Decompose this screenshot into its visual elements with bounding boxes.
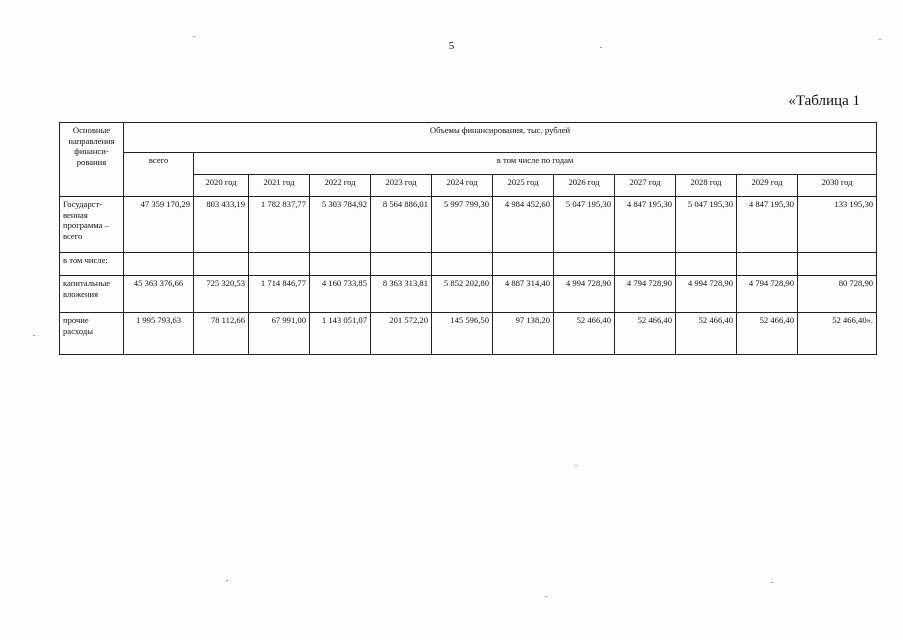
cell-value: 97 138,20 (493, 313, 554, 355)
header-total: всего (124, 153, 194, 197)
cell-value: 1 143 051,07 (310, 313, 371, 355)
empty-cell (615, 253, 676, 276)
empty-cell (124, 253, 194, 276)
cell-value: 4 847 195,30 (737, 197, 798, 253)
cell-value: 78 112,66 (194, 313, 249, 355)
cell-value: 52 466,40 (737, 313, 798, 355)
cell-value: 67 991,00 (249, 313, 310, 355)
year-header: 2026 год (554, 175, 615, 197)
table-row (60, 276, 877, 313)
cell-value: 4 794 728,90 (737, 276, 798, 313)
cell-value: 52 466,40 (615, 313, 676, 355)
header-by-years: в том числе по годам (194, 153, 877, 175)
table-row (60, 253, 877, 276)
cell-value: 4 794 728,90 (615, 276, 676, 313)
row-label: капитальные вложения (60, 276, 124, 313)
cell-value: 5 303 784,92 (310, 197, 371, 253)
empty-cell (737, 253, 798, 276)
header-directions: Основные направления финанси-рования (60, 123, 124, 197)
year-header: 2022 год (310, 175, 371, 197)
cell-value: 4 984 452,60 (493, 197, 554, 253)
financing-table (59, 122, 877, 355)
row-total: 47 359 170,29 (124, 197, 194, 253)
empty-cell (798, 253, 877, 276)
empty-cell (554, 253, 615, 276)
cell-value: 4 160 733,85 (310, 276, 371, 313)
empty-cell (310, 253, 371, 276)
cell-value: 5 852 202,80 (432, 276, 493, 313)
cell-value: 4 994 728,90 (676, 276, 737, 313)
cell-value: 201 572,20 (371, 313, 432, 355)
header-funding-title: Объемы финансирования, тыс. рублей (124, 123, 877, 153)
empty-cell (194, 253, 249, 276)
row-total: 45 363 376,66 (124, 276, 194, 313)
row-label: Государст-венная программа – всего (60, 197, 124, 253)
year-header: 2028 год (676, 175, 737, 197)
year-header: 2030 год (798, 175, 877, 197)
cell-value: 8 564 886,01 (371, 197, 432, 253)
table-row (60, 313, 877, 355)
year-header: 2023 год (371, 175, 432, 197)
cell-value: 4 847 195,30 (615, 197, 676, 253)
empty-cell (676, 253, 737, 276)
table-row (60, 197, 877, 253)
cell-value: 80 728,90 (798, 276, 877, 313)
empty-cell (432, 253, 493, 276)
cell-value: 5 047 195,30 (676, 197, 737, 253)
cell-value: 1 714 846,77 (249, 276, 310, 313)
cell-value: 5 997 799,30 (432, 197, 493, 253)
year-header: 2020 год (194, 175, 249, 197)
cell-value: 4 887 314,40 (493, 276, 554, 313)
cell-value: 52 466,40 (676, 313, 737, 355)
cell-value: 4 994 728,90 (554, 276, 615, 313)
cell-value: 52 466,40». (798, 313, 877, 355)
cell-value: 8 363 313,81 (371, 276, 432, 313)
cell-value: 145 596,50 (432, 313, 493, 355)
year-header: 2025 год (493, 175, 554, 197)
empty-cell (249, 253, 310, 276)
cell-value: 52 466,40 (554, 313, 615, 355)
year-header: 2029 год (737, 175, 798, 197)
row-label: прочие расходы (60, 313, 124, 355)
cell-value: 1 782 837,77 (249, 197, 310, 253)
empty-cell (371, 253, 432, 276)
row-total: 1 995 793,63 (124, 313, 194, 355)
year-header: 2024 год (432, 175, 493, 197)
empty-cell (493, 253, 554, 276)
cell-value: 133 195,30 (798, 197, 877, 253)
page-number: 5 (448, 40, 455, 52)
cell-value: 803 433,19 (194, 197, 249, 253)
cell-value: 5 047 195,30 (554, 197, 615, 253)
cell-value: 725 320,53 (194, 276, 249, 313)
row-label: в том числе: (60, 253, 124, 276)
table-caption: «Таблица 1 (788, 93, 860, 109)
year-header: 2027 год (615, 175, 676, 197)
year-header: 2021 год (249, 175, 310, 197)
